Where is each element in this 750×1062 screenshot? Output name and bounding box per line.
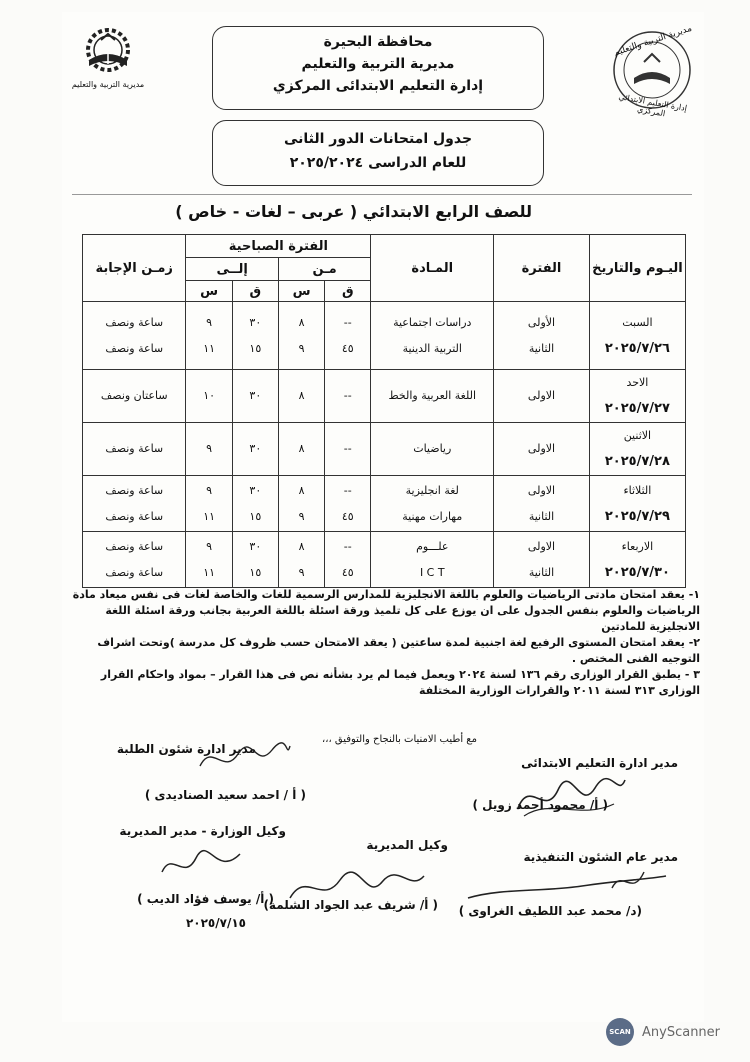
from-hour-cell <box>278 370 324 423</box>
to-hour-cell <box>186 423 232 476</box>
from-hour-cell-line: ٨ <box>298 539 305 553</box>
from-hour-cell-line: ٩ <box>298 509 305 523</box>
exam-date: ٢٠٢٥/٧/٣٠ <box>604 564 670 580</box>
day-name: الاثنين <box>623 429 652 442</box>
to-minute-cell-line: ٣٠ <box>249 483 262 497</box>
signatory-name-student-affairs: ( أ / احمد سعيد الصناديدى ) <box>144 788 306 802</box>
subject-cell-line: دراسات اجتماعية <box>393 315 472 329</box>
duration-cell <box>83 423 186 476</box>
note-item: ٢- يعقد امتحان المستوى الرفيع لغة اجنبية لمدة ساعتين ( يعقد الامتحان حسب ظروف كل مدرسة )وتحت اشراف التوجيه الفنى المختص . <box>97 636 700 665</box>
to-minute-cell <box>232 476 278 532</box>
duration-cell-line: ساعة ونصف <box>105 341 164 355</box>
signatory-name-executive-affairs: (د/ محمد عبد اللطيف الغراوى ) <box>458 904 642 918</box>
exam-date: ٢٠٢٥/٧/٢٩ <box>604 508 670 524</box>
subject-cell-line: I C T <box>419 565 445 579</box>
from-hour-cell-line: ٨ <box>298 483 305 497</box>
from-minute-cell-line: -- <box>343 483 352 497</box>
period-cell-line: الثانية <box>528 509 555 523</box>
exam-date: ٢٠٢٥/٧/٢٨ <box>604 454 670 469</box>
signature-scribble <box>156 842 246 892</box>
duration-cell-line: ساعة ونصف <box>105 539 164 553</box>
divider <box>72 194 692 195</box>
subject-cell <box>371 423 494 476</box>
period-cell-line: الثانية <box>528 565 555 579</box>
subject-cell-line: علـــوم <box>416 539 449 553</box>
period-cell <box>494 370 590 423</box>
exam-day-row <box>83 476 686 532</box>
header-period: الفترة <box>494 235 590 302</box>
exam-day-row <box>83 370 686 423</box>
from-hour-cell <box>278 476 324 532</box>
exam-day-row <box>83 302 686 370</box>
day-name: السبت <box>622 315 653 329</box>
signatory-name-deputy-director: ( أ/ شريف عبد الجواد الشلمة) <box>263 898 438 912</box>
directorate-seal <box>602 22 702 122</box>
exam-schedule-table <box>82 234 686 588</box>
period-cell-line: الثانية <box>528 341 555 355</box>
seal-top-text: مديرية التربية والتعليم <box>612 23 694 59</box>
duration-cell <box>83 532 186 588</box>
exam-day-row <box>83 532 686 588</box>
duration-cell-line: ساعة ونصف <box>105 442 164 455</box>
duration-cell <box>83 370 186 423</box>
to-hour-cell <box>186 476 232 532</box>
to-minute-cell <box>232 370 278 423</box>
signatory-title-undersecretary: وكيل الوزارة - مدير المديرية <box>119 824 286 838</box>
day-name: الاربعاء <box>621 539 654 553</box>
subject-cell-line: اللغة العربية والخط <box>388 389 477 402</box>
scanner-watermark <box>606 1012 746 1052</box>
day-date-cell <box>589 370 685 423</box>
scanner-logo-icon: SCAN <box>606 1018 634 1046</box>
day-name: الاحد <box>626 376 649 389</box>
schedule-title: جدول امتحانات الدور الثانى <box>283 131 473 147</box>
header-to: إلــى <box>186 258 278 281</box>
day-date-cell <box>589 532 685 588</box>
directorate-name: مديرية التربية والتعليم <box>301 56 455 72</box>
header-day-date: اليـوم والتاريخ <box>589 235 685 302</box>
period-cell-line: الاولى <box>527 442 556 455</box>
header-box <box>212 26 544 110</box>
signature-date: ٢٠٢٥/٧/١٥ <box>185 916 246 930</box>
subject-cell <box>371 302 494 370</box>
signatory-name-undersecretary: ( أ/ يوسف فؤاد الديب ) <box>137 892 274 906</box>
period-cell-line: الاولى <box>527 483 556 497</box>
from-minute-cell-line: ٤٥ <box>341 509 354 523</box>
subject-cell-line: لغة انجليزية <box>405 483 459 497</box>
document-page <box>62 12 704 1022</box>
subject-cell <box>371 532 494 588</box>
duration-cell-line: ساعتان ونصف <box>100 389 168 402</box>
from-hour-cell <box>278 302 324 370</box>
to-hour-cell-line: ٩ <box>206 539 213 553</box>
day-name: الثلاثاء <box>623 483 652 497</box>
signature-scribble <box>194 736 294 786</box>
to-minute-cell-line: ١٥ <box>249 509 262 523</box>
to-minute-cell-line: ٣٠ <box>249 315 262 329</box>
header-to-hour: س <box>186 281 232 302</box>
subject-cell-line: رياضيات <box>413 442 452 455</box>
header-duration: زمـن الإجابة <box>83 235 186 302</box>
to-hour-cell-line: ٩ <box>206 442 213 455</box>
signatory-name-primary-director: ( أ/ محمود أحمد زويل ) <box>472 798 608 812</box>
from-hour-cell <box>278 423 324 476</box>
header-morning-period: الفترة الصباحية <box>186 235 371 258</box>
ministry-logo <box>72 26 144 106</box>
duration-cell-line: ساعة ونصف <box>105 565 164 579</box>
closing-wishes: مع أطيب الامنيات بالنجاح والتوفيق ،،، <box>322 734 477 745</box>
signatory-title-primary-director: مدير ادارة التعليم الابتدائى <box>521 756 678 770</box>
subject-cell-line: التربية الدينية <box>402 341 462 355</box>
from-minute-cell <box>325 423 371 476</box>
to-minute-cell-line: ١٥ <box>249 565 262 579</box>
to-hour-cell <box>186 370 232 423</box>
to-minute-cell-line: ٣٠ <box>249 539 262 553</box>
to-hour-cell-line: ١١ <box>203 509 216 523</box>
to-minute-cell <box>232 532 278 588</box>
from-minute-cell-line: ٤٥ <box>341 341 354 355</box>
note-item: ١- يعقد امتحان مادتى الرياضيات والعلوم باللغة الانجليزية للمدارس الرسمية للغات والخاصة لغات فى نفس ميعاد مادة الرياضيات والعلوم بنفس الجدول على ان يوزع على كل تلميذ ورقة اسئلة باللغة العربية بجانب ورقة اسئلة اللغة الانجليزية للمادتين <box>72 588 700 633</box>
to-hour-cell-line: ١٠ <box>203 389 216 402</box>
period-cell <box>494 532 590 588</box>
exam-table-body <box>83 302 686 588</box>
scanner-name: AnyScanner <box>642 1024 721 1040</box>
period-cell <box>494 476 590 532</box>
day-date-cell <box>589 302 685 370</box>
from-hour-cell-line: ٩ <box>298 341 305 355</box>
period-cell <box>494 423 590 476</box>
from-minute-cell-line: -- <box>343 315 352 329</box>
from-hour-cell-line: ٨ <box>298 389 305 402</box>
to-minute-cell <box>232 423 278 476</box>
to-hour-cell-line: ١١ <box>203 341 216 355</box>
subject-cell-line: مهارات مهنية <box>402 509 463 523</box>
duration-cell-line: ساعة ونصف <box>105 483 164 497</box>
from-hour-cell-line: ٨ <box>298 442 305 455</box>
from-minute-cell <box>325 532 371 588</box>
period-cell-line: الأولى <box>527 315 556 329</box>
duration-cell-line: ساعة ونصف <box>105 509 164 523</box>
academic-year: للعام الدراسى ٢٠٢٥/٢٠٢٤ <box>289 155 467 171</box>
header-subject: المـادة <box>371 235 494 302</box>
from-hour-cell-line: ٩ <box>298 565 305 579</box>
header-to-minute: ق <box>232 281 278 302</box>
to-hour-cell-line: ١١ <box>203 565 216 579</box>
exam-day-row <box>83 423 686 476</box>
exam-date: ٢٠٢٥/٧/٢٦ <box>604 340 670 356</box>
signature-scribble <box>462 858 672 908</box>
signatory-title-student-affairs: مدير ادارة شئون الطلبة <box>116 742 256 756</box>
notes-section <box>70 587 700 699</box>
from-minute-cell-line: ٤٥ <box>341 565 354 579</box>
note-item: ٣ - يطبق القرار الوزارى رقم ١٣٦ لسنة ٢٠٢٤ ويعمل فيما لم يرد بشأنه نص فى هذا القرار – بمواد واحكام القرار الوزارى ٣١٣ لسنة ٢٠١١ والقرارات الوزارية المختلفة <box>100 668 700 697</box>
duration-cell <box>83 302 186 370</box>
from-hour-cell-line: ٨ <box>298 315 305 329</box>
duration-cell <box>83 476 186 532</box>
subject-cell <box>371 476 494 532</box>
from-minute-cell-line: -- <box>343 389 352 402</box>
period-cell-line: الاولى <box>527 389 556 402</box>
to-minute-cell <box>232 302 278 370</box>
exam-date: ٢٠٢٥/٧/٢٧ <box>604 401 670 416</box>
to-hour-cell <box>186 302 232 370</box>
to-minute-cell-line: ٣٠ <box>249 389 262 402</box>
schedule-title-box <box>212 120 544 186</box>
header-from-minute: ق <box>325 281 371 302</box>
from-minute-cell <box>325 476 371 532</box>
governorate-name: محافظة البحيرة <box>323 34 433 50</box>
signatory-title-deputy-director: وكيل المديرية <box>366 838 448 852</box>
to-hour-cell-line: ٩ <box>206 483 213 497</box>
period-cell <box>494 302 590 370</box>
from-minute-cell-line: -- <box>343 442 352 455</box>
administration-name: إدارة التعليم الابتدائى المركزي <box>272 78 484 94</box>
subject-cell <box>371 370 494 423</box>
letterhead <box>62 22 704 132</box>
duration-cell-line: ساعة ونصف <box>105 315 164 329</box>
period-cell-line: الاولى <box>527 539 556 553</box>
grade-heading: للصف الرابع الابتدائي ( عربى – لغات - خاص ) <box>175 202 532 221</box>
header-from: مـن <box>278 258 370 281</box>
from-minute-cell-line: -- <box>343 539 352 553</box>
from-hour-cell <box>278 532 324 588</box>
gear-book-icon <box>79 26 137 76</box>
header-from-hour: س <box>278 281 324 302</box>
to-hour-cell <box>186 532 232 588</box>
signatory-title-executive-affairs: مدير عام الشئون التنفيذية <box>523 850 678 864</box>
to-minute-cell-line: ٣٠ <box>249 442 262 455</box>
logo-caption: مديرية التربية والتعليم <box>71 80 145 89</box>
seal-bottom-text: إدارة التعليم الابتدائي المركزي <box>617 92 688 119</box>
from-minute-cell <box>325 370 371 423</box>
to-minute-cell-line: ١٥ <box>249 341 262 355</box>
day-date-cell <box>589 476 685 532</box>
day-date-cell <box>589 423 685 476</box>
to-hour-cell-line: ٩ <box>206 315 213 329</box>
from-minute-cell <box>325 302 371 370</box>
